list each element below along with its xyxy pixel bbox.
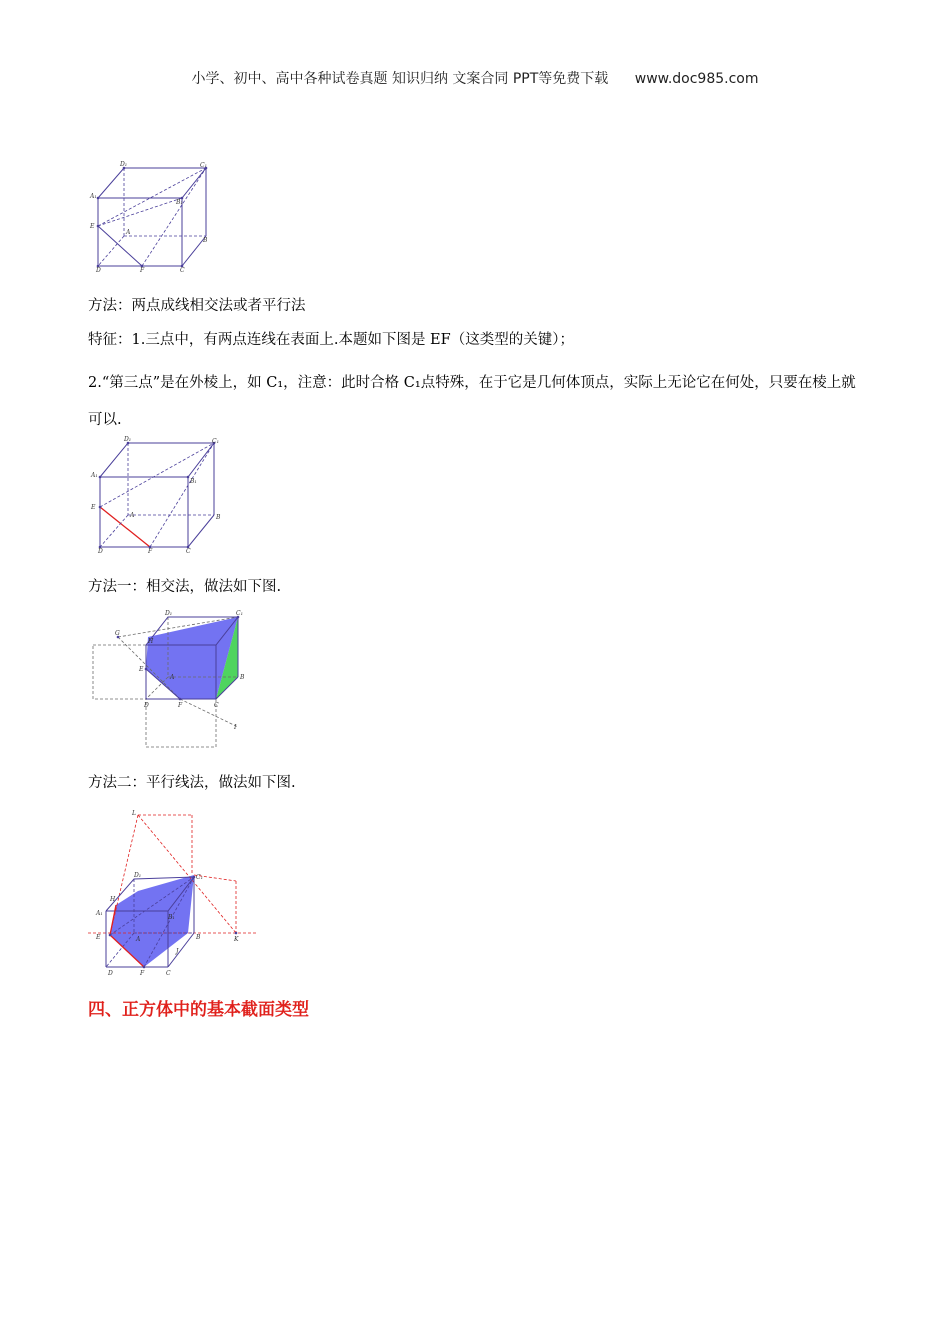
label-D1: D₁ — [134, 872, 142, 879]
cube-figure-2 — [88, 435, 228, 555]
header-url: www.doc985.com — [634, 71, 759, 87]
label-J: J — [176, 948, 179, 955]
label-L: L — [132, 810, 136, 817]
label-H: H — [110, 896, 116, 903]
page-header — [0, 68, 950, 88]
feature-1-text: 特征：1.三点中，有两点连线在表面上.本题如下图是 EF（这类型的关键）； — [88, 332, 574, 348]
label-C: C — [180, 267, 185, 272]
label-C1: C₁ — [212, 438, 219, 445]
label-B: B — [203, 237, 208, 244]
label-B: B — [196, 934, 201, 941]
label-F: F — [178, 702, 183, 709]
label-E: E — [91, 504, 96, 511]
label-I: I — [234, 724, 237, 731]
label-B: B — [240, 674, 245, 681]
label-C1: C₁ — [200, 162, 207, 169]
label-D: D — [98, 548, 103, 555]
label-D1: D₁ — [124, 436, 132, 443]
label-C: C — [166, 970, 171, 975]
method-text: 方法：两点成线相交法或者平行法 — [88, 298, 306, 314]
label-B1: B₁ — [190, 478, 197, 485]
label-B1: B₁ — [168, 914, 175, 921]
feature-2-text: 2.“第三点”是在外棱上，如 C₁，注意：此时合格 C₁点特殊，在于它是几何体顶点，实际上无论它在何处，只要在棱上就可以. — [88, 375, 856, 428]
label-H: H — [148, 638, 154, 645]
label-D1: D₁ — [165, 610, 173, 617]
cube-figure-1 — [88, 160, 218, 272]
label-D1: D₁ — [120, 161, 128, 168]
label-E: E — [90, 223, 95, 230]
label-D: D — [96, 267, 101, 272]
label-B: B — [216, 514, 221, 521]
label-K: K — [234, 936, 239, 943]
header-text: 小学、初中、高中各种试卷真题 知识归纳 文案合同 PPT等免费下载 — [191, 71, 609, 87]
label-G: G — [115, 630, 120, 637]
label-C1: C₁ — [236, 610, 243, 617]
label-A: A — [126, 229, 131, 236]
label-E: E — [139, 666, 144, 673]
label-F: F — [140, 267, 145, 272]
cube-figure-3 — [88, 607, 258, 757]
label-C1: C₁ — [196, 874, 203, 881]
label-A1: A₁ — [96, 910, 103, 917]
label-F: F — [140, 970, 145, 975]
label-C: C — [214, 702, 219, 709]
method-1-text: 方法一：相交法，做法如下图. — [88, 579, 282, 595]
label-A1: A₁ — [90, 193, 97, 200]
label-F: F — [148, 548, 153, 555]
method-2-text: 方法二：平行线法，做法如下图. — [88, 775, 296, 791]
label-E: E — [96, 934, 101, 941]
label-D: D — [144, 702, 149, 709]
label-D: D — [108, 970, 113, 975]
section-title: 四、正方体中的基本截面类型 — [88, 1000, 309, 1020]
cube-figure-4 — [88, 805, 268, 975]
label-A1: A₁ — [91, 472, 98, 479]
label-A: A — [170, 674, 175, 681]
label-A: A — [136, 936, 141, 943]
label-B1: B₁ — [176, 199, 183, 206]
label-A: A — [130, 512, 135, 519]
label-C: C — [186, 548, 191, 555]
